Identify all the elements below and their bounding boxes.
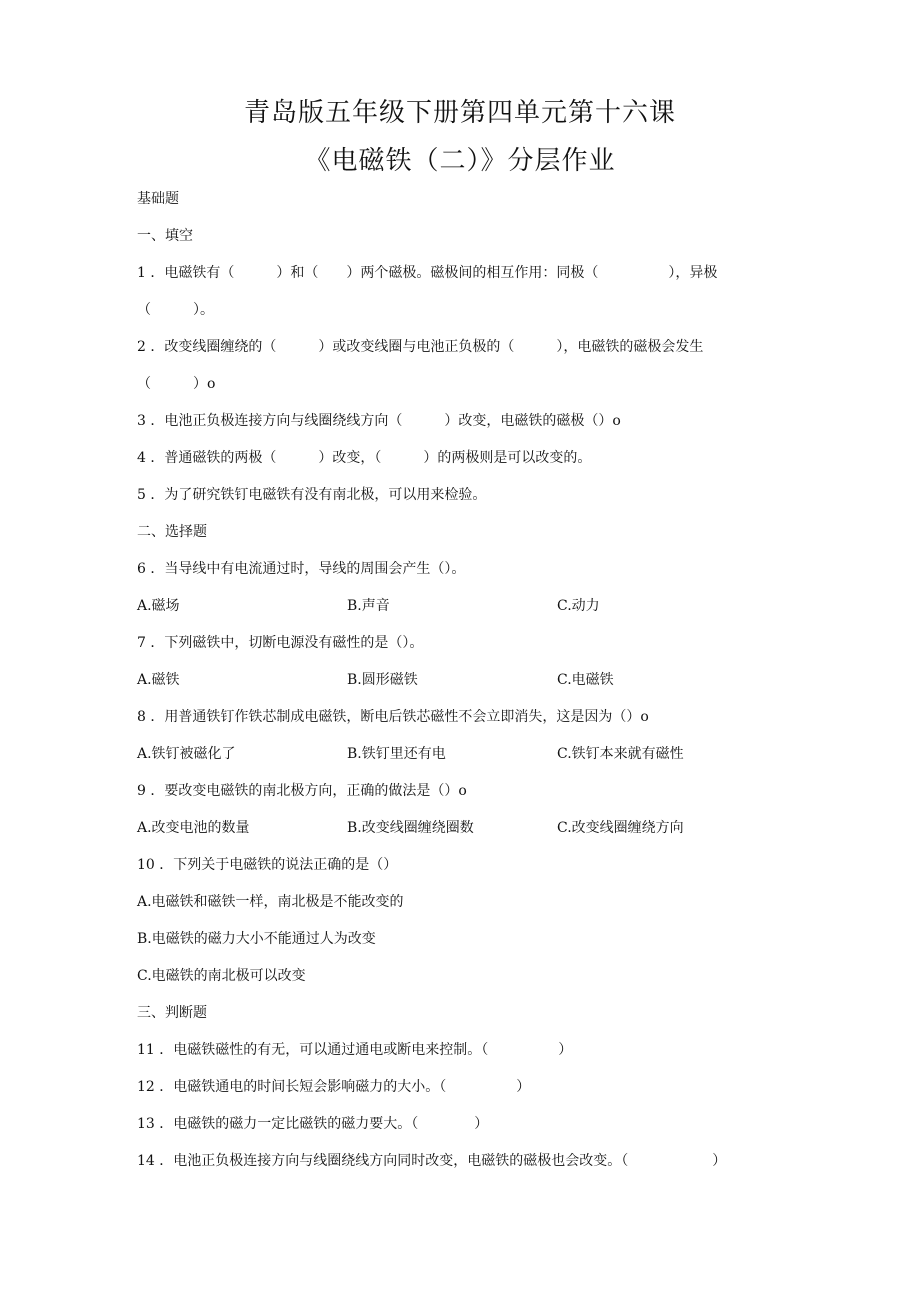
question-7: 7 ．下列磁铁中，切断电源没有磁性的是（）。 (137, 635, 424, 651)
question-1-line2: （ ）。 (137, 302, 214, 318)
question-7-option-b: B.圆形磁铁 (347, 672, 418, 688)
question-7-option-c: C.电磁铁 (557, 672, 614, 688)
question-9-option-c: C.改变线圈缠绕方向 (557, 820, 684, 836)
question-6-option-c: C.动力 (557, 598, 600, 614)
question-10-option-a: A.电磁铁和磁铁一样，南北极是不能改变的 (137, 894, 404, 910)
question-2-line1: 2 ．改变线圈缠绕的（ ）或改变线圈与电池正负极的（ ），电磁铁的磁极会发生 (137, 339, 704, 355)
question-11: 11 ．电磁铁磁性的有无，可以通过通电或断电来控制。（ ） (137, 1042, 573, 1058)
question-7-option-a: A.磁铁 (137, 672, 180, 688)
question-1-line1: 1 ．电磁铁有（ ）和（ ）两个磁极。磁极间的相互作用：同极（ ），异极 (137, 265, 718, 281)
question-8-option-a: A.铁钉被磁化了 (137, 746, 236, 762)
section-heading-fill: 一、填空 (137, 228, 193, 244)
question-5: 5 ．为了研究铁钉电磁铁有没有南北极，可以用来检验。 (137, 487, 487, 503)
question-10: 10 ．下列关于电磁铁的说法正确的是（） (137, 857, 398, 873)
question-9-option-b: B.改变线圈缠绕圈数 (347, 820, 474, 836)
section-heading-judge: 三、判断题 (137, 1005, 207, 1021)
question-6: 6 ．当导线中有电流通过时，导线的周围会产生（）。 (137, 561, 466, 577)
question-12: 12 ．电磁铁通电的时间长短会影响磁力的大小。（ ） (137, 1079, 531, 1095)
question-8-option-c: C.铁钉本来就有磁性 (557, 746, 684, 762)
page-title-line1: 青岛版五年级下册第四单元第十六课 (243, 98, 676, 128)
question-8-option-b: B.铁钉里还有电 (347, 746, 446, 762)
question-6-option-b: B.声音 (347, 598, 390, 614)
question-6-option-a: A.磁场 (137, 598, 180, 614)
question-9-option-a: A.改变电池的数量 (137, 820, 250, 836)
question-14: 14 ．电池正负极连接方向与线圈绕线方向同时改变，电磁铁的磁极也会改变。（ ） (137, 1153, 727, 1169)
question-4: 4 ．普通磁铁的两极（ ）改变，（ ）的两极则是可以改变的。 (137, 450, 592, 466)
question-10-option-c: C.电磁铁的南北极可以改变 (137, 968, 306, 984)
page-title-line2: 《电磁铁（二）》分层作业 (304, 146, 616, 176)
question-10-option-b: B.电磁铁的磁力大小不能通过人为改变 (137, 931, 376, 947)
level-label: 基础题 (137, 191, 179, 207)
question-8: 8 ．用普通铁钉作铁芯制成电磁铁，断电后铁芯磁性不会立即消失，这是因为（）o (137, 709, 649, 725)
question-13: 13 ．电磁铁的磁力一定比磁铁的磁力要大。（ ） (137, 1116, 489, 1132)
question-9: 9 ．要改变电磁铁的南北极方向，正确的做法是（）o (137, 783, 467, 799)
question-3: 3 ．电池正负极连接方向与线圈绕线方向（ ）改变，电磁铁的磁极（）o (137, 413, 621, 429)
question-2-line2: （ ）o (137, 376, 216, 392)
section-heading-choice: 二、选择题 (137, 524, 207, 540)
